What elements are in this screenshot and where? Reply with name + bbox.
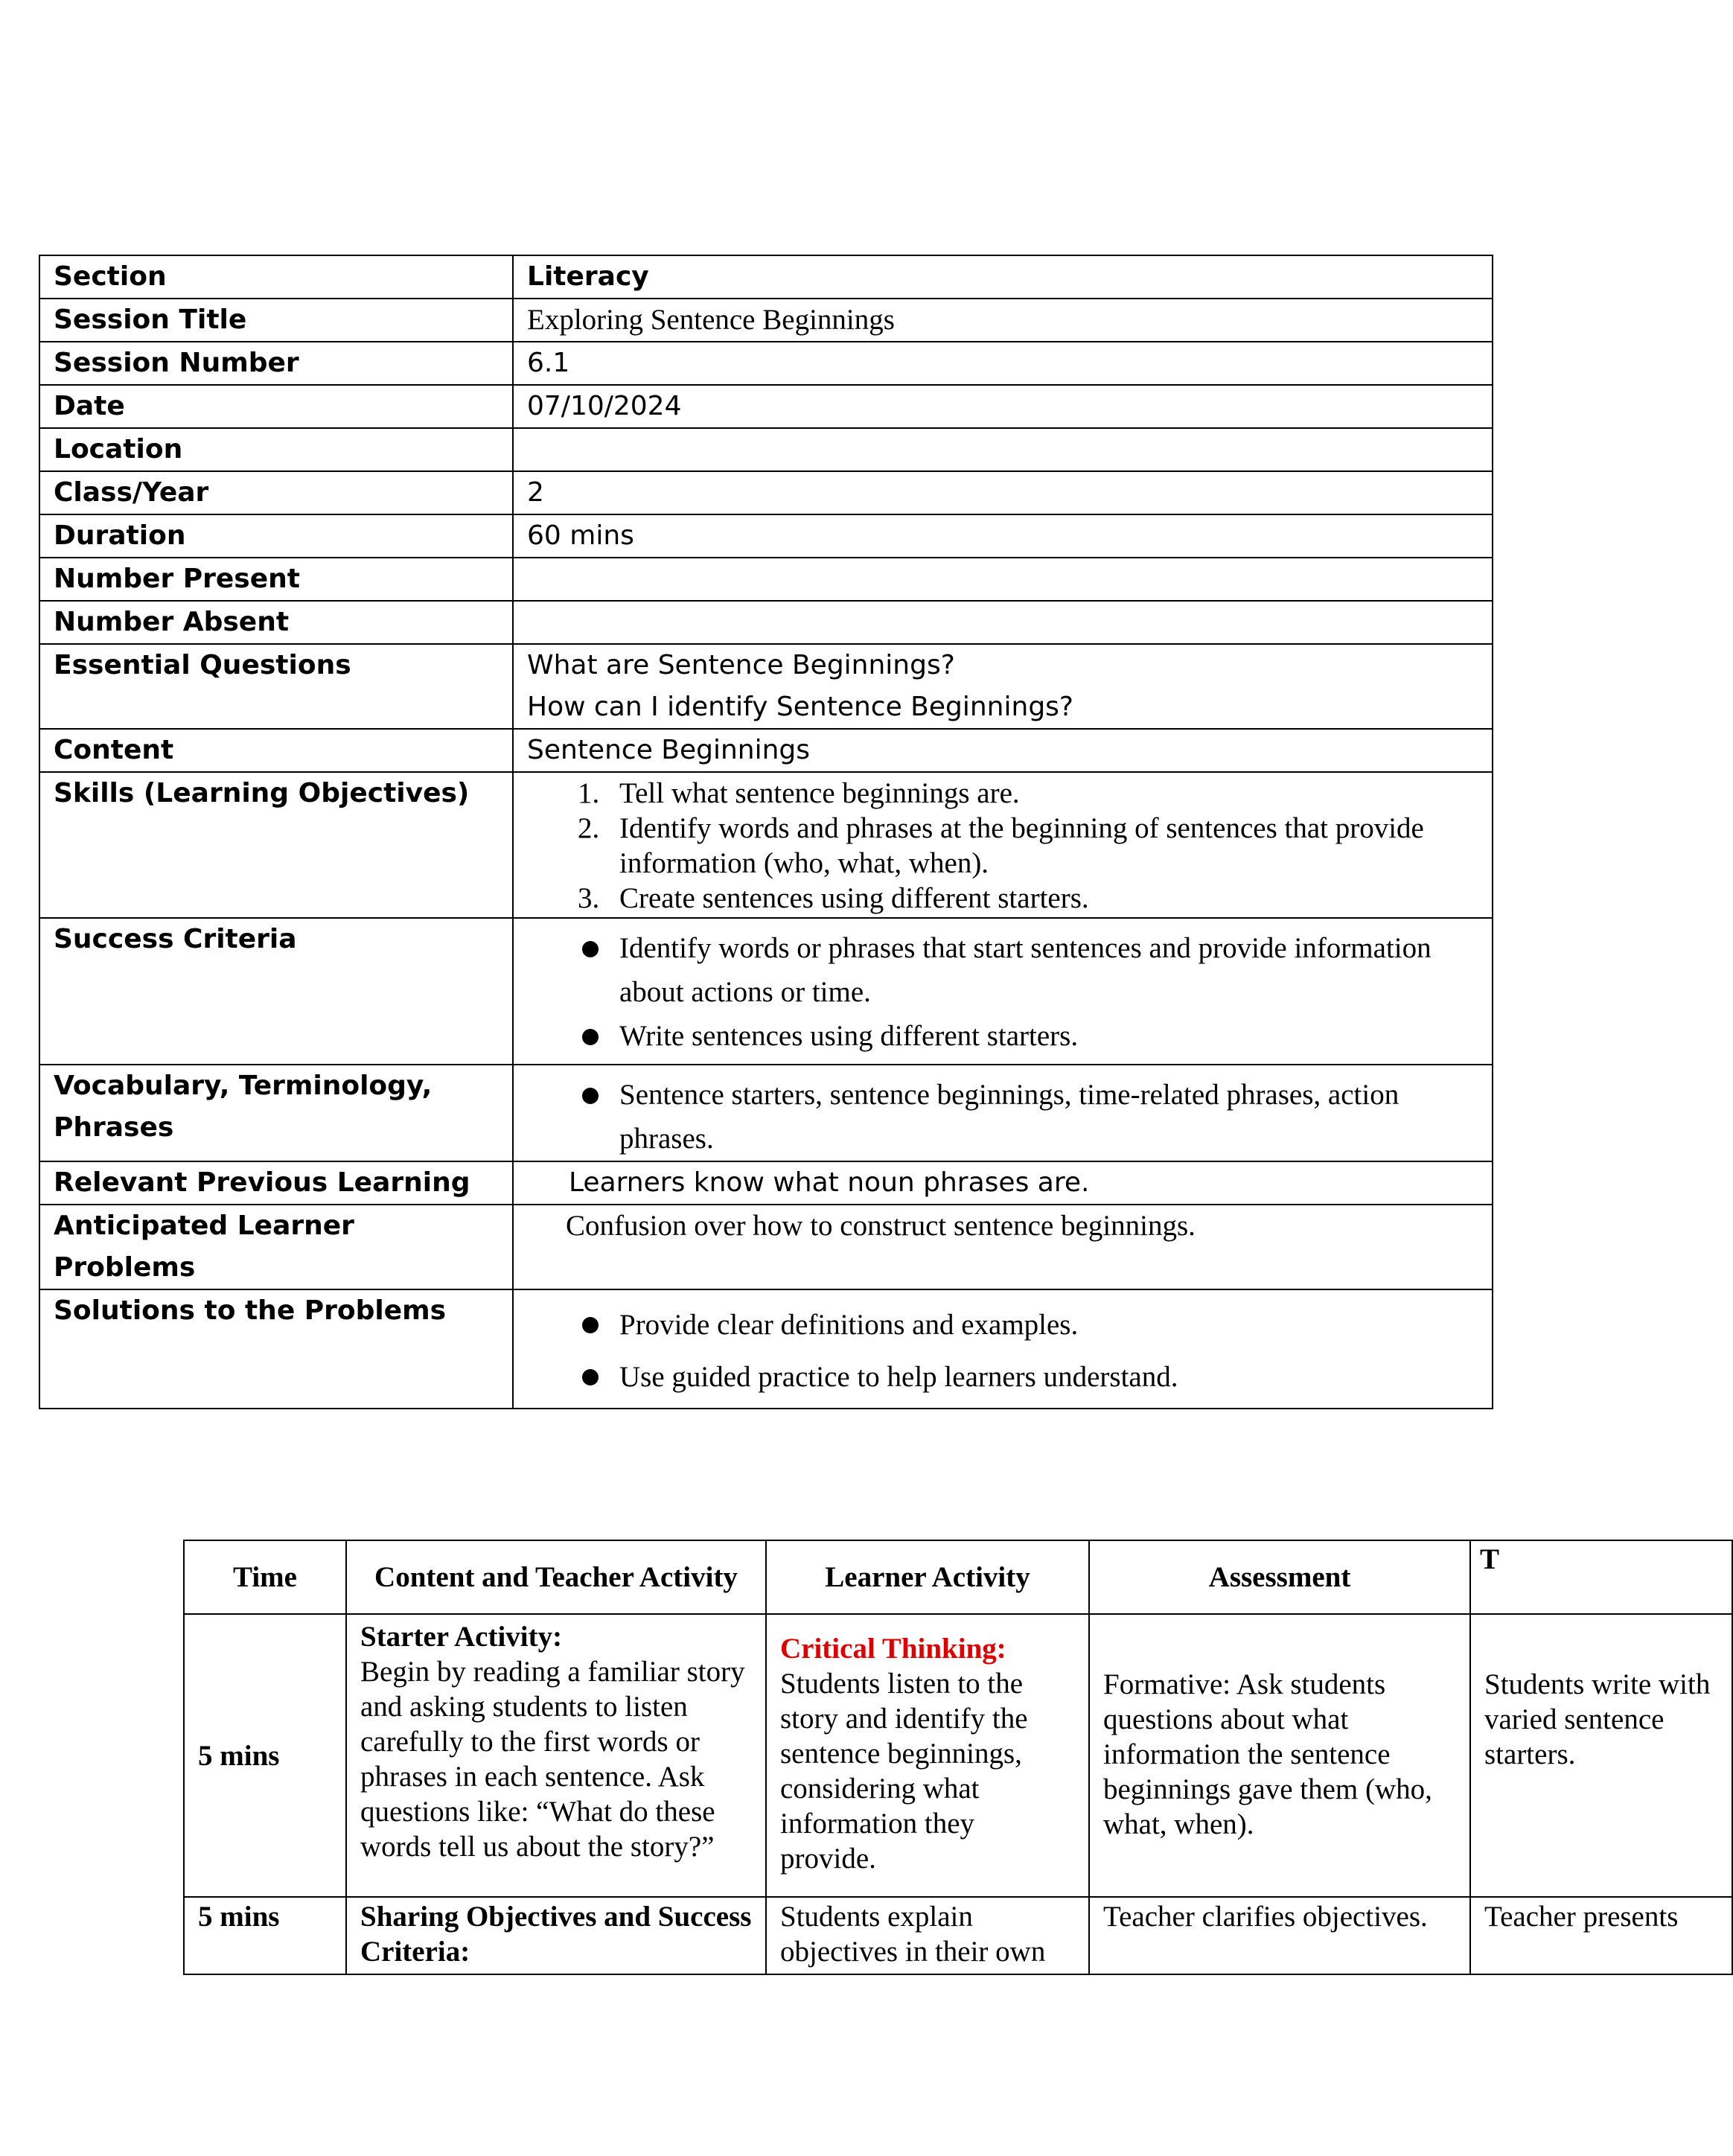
content-cell: Sharing Objectives and Success Criteria: — [346, 1897, 766, 1974]
row-label: Location — [39, 428, 513, 471]
header-assessment: Assessment — [1089, 1540, 1470, 1614]
list-item-text: Use guided practice to help learners understand. — [619, 1361, 1178, 1393]
list-item-text: Sentence starters, sentence beginnings, time-related phrases, action phrases. — [619, 1079, 1400, 1155]
row-label: Essential Questions — [39, 644, 513, 729]
list-item — [527, 1299, 1478, 1351]
truncated-cell: Teacher presents — [1470, 1897, 1732, 1974]
bullet-icon — [582, 1317, 599, 1333]
objectives-list — [527, 776, 1478, 916]
list-number: 1. — [578, 777, 600, 809]
row-label: Number Present — [39, 558, 513, 601]
success-criteria-value — [513, 918, 1493, 1065]
header-content-teacher-activity: Content and Teacher Activity — [346, 1540, 766, 1614]
table-row — [39, 1289, 1493, 1409]
bullet-icon — [582, 1088, 599, 1104]
solutions-list — [527, 1299, 1478, 1403]
row-label: Success Criteria — [39, 918, 513, 1065]
content-value: Sentence Beginnings — [513, 729, 1493, 772]
number-absent-value — [513, 601, 1493, 644]
critical-thinking-label: Critical Thinking: — [780, 1633, 1006, 1665]
row-label: Relevant Previous Learning — [39, 1161, 513, 1205]
table-row — [39, 1161, 1493, 1205]
list-item — [527, 776, 1478, 811]
assessment-cell: Formative: Ask students questions about what information the sentence beginnings gave them (who, what, when). — [1089, 1614, 1470, 1897]
table-row — [39, 558, 1493, 601]
table-row — [184, 1614, 1732, 1897]
table-row — [39, 471, 1493, 514]
session-title-value: Exploring Sentence Beginnings — [513, 299, 1493, 342]
list-item — [527, 926, 1478, 1014]
table-row — [39, 601, 1493, 644]
bullet-icon — [582, 1369, 599, 1385]
time-cell: 5 mins — [184, 1897, 346, 1974]
truncated-cell: Students write with varied sentence starters. — [1470, 1614, 1732, 1897]
row-label: Session Number — [39, 342, 513, 385]
list-item-text: Identify words or phrases that start sentences and provide information about actions or time. — [619, 932, 1432, 1008]
row-label: Section — [39, 255, 513, 299]
row-label: Duration — [39, 514, 513, 558]
list-item — [527, 881, 1478, 916]
question-line: What are Sentence Beginnings? — [527, 650, 955, 680]
bullet-icon — [582, 1029, 599, 1045]
lesson-plan-table — [183, 1540, 1733, 1975]
list-number: 2. — [578, 812, 600, 844]
content-cell — [346, 1614, 766, 1897]
section-value: Literacy — [513, 255, 1493, 299]
learning-objectives-value — [513, 772, 1493, 918]
list-item-text: Identify words and phrases at the beginning of sentences that provide information (who, what, when). — [619, 812, 1424, 879]
lesson-info-table — [39, 255, 1493, 1409]
essential-questions-value — [513, 644, 1493, 729]
number-present-value — [513, 558, 1493, 601]
header-truncated: T — [1470, 1540, 1732, 1614]
row-label: Session Title — [39, 299, 513, 342]
list-number: 3. — [578, 882, 600, 914]
time-cell: 5 mins — [184, 1614, 346, 1897]
question-line: How can I identify Sentence Beginnings? — [527, 692, 1074, 722]
header-row — [184, 1540, 1732, 1614]
table-row — [39, 255, 1493, 299]
table-row — [39, 299, 1493, 342]
row-label: Date — [39, 385, 513, 428]
list-item-text: Tell what sentence beginnings are. — [619, 777, 1020, 809]
table-row — [39, 918, 1493, 1065]
activity-title: Starter Activity: — [360, 1621, 563, 1653]
row-label: Content — [39, 729, 513, 772]
vocabulary-value — [513, 1065, 1493, 1161]
table-row — [39, 514, 1493, 558]
row-label: Number Absent — [39, 601, 513, 644]
table-row — [39, 342, 1493, 385]
solutions-value — [513, 1289, 1493, 1409]
list-item — [527, 1073, 1478, 1161]
list-item-text: Create sentences using different starters. — [619, 882, 1089, 914]
class-year-value: 2 — [513, 471, 1493, 514]
row-label: Class/Year — [39, 471, 513, 514]
vocabulary-list — [527, 1073, 1478, 1161]
list-item — [527, 1351, 1478, 1403]
table-row — [39, 729, 1493, 772]
session-number-value: 6.1 — [513, 342, 1493, 385]
list-item — [527, 1014, 1478, 1058]
learner-problems-value: Confusion over how to construct sentence beginnings. — [513, 1205, 1493, 1289]
duration-value: 60 mins — [513, 514, 1493, 558]
header-time: Time — [184, 1540, 346, 1614]
table-row — [39, 644, 1493, 729]
activity-body: Begin by reading a familiar story and asking students to listen carefully to the first words or phrases in each sentence. Ask questions like: “What do these words tell us about the story?” — [360, 1656, 745, 1863]
learner-cell — [766, 1614, 1089, 1897]
learner-body: Students listen to the story and identify the sentence beginnings, considering what information they provide. — [780, 1668, 1028, 1875]
row-label: Skills (Learning Objectives) — [39, 772, 513, 918]
previous-learning-value: Learners know what noun phrases are. — [513, 1161, 1493, 1205]
table-row — [184, 1897, 1732, 1974]
header-learner-activity: Learner Activity — [766, 1540, 1089, 1614]
bullet-icon — [582, 941, 599, 957]
table-row — [39, 385, 1493, 428]
table-row — [39, 428, 1493, 471]
list-item-text: Write sentences using different starters. — [619, 1020, 1079, 1052]
table-row — [39, 772, 1493, 918]
location-value — [513, 428, 1493, 471]
criteria-list — [527, 926, 1478, 1058]
row-label: Solutions to the Problems — [39, 1289, 513, 1409]
date-value: 07/10/2024 — [513, 385, 1493, 428]
list-item — [527, 811, 1478, 881]
table-row — [39, 1065, 1493, 1161]
assessment-cell: Teacher clarifies objectives. — [1089, 1897, 1470, 1974]
table-row — [39, 1205, 1493, 1289]
lesson-plan-table-viewport — [183, 1540, 1711, 1986]
learner-cell: Students explain objectives in their own — [766, 1897, 1089, 1974]
row-label: Vocabulary, Terminology, Phrases — [39, 1065, 513, 1161]
list-item-text: Provide clear definitions and examples. — [619, 1309, 1079, 1341]
row-label: Anticipated Learner Problems — [39, 1205, 513, 1289]
